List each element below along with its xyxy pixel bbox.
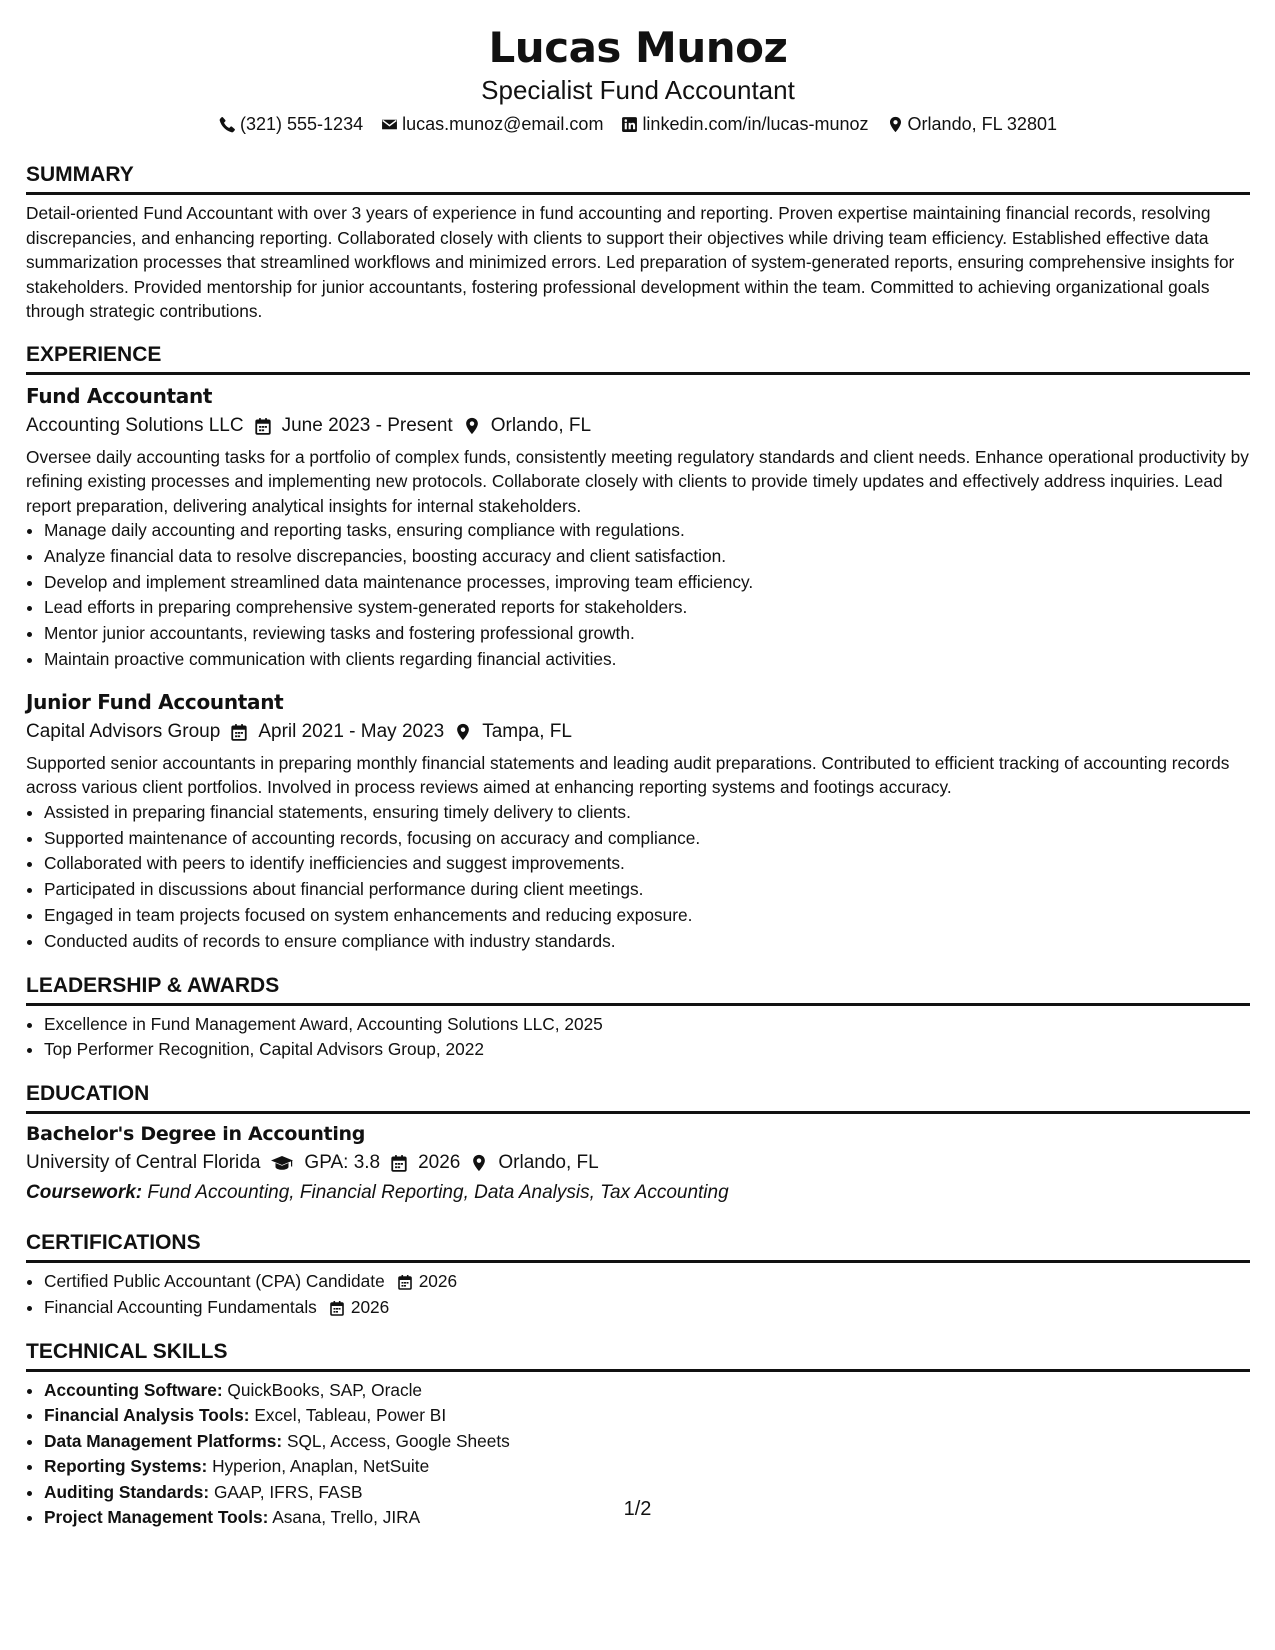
map-pin-icon <box>454 723 472 741</box>
list-item: • Excellence in Fund Management Award, Accounting Solutions LLC, 2025 <box>44 1012 1250 1038</box>
list-item: • Assisted in preparing financial statements, ensuring timely delivery to clients. <box>44 800 1250 826</box>
section-heading: CERTIFICATIONS <box>26 1228 1250 1263</box>
skill-value: QuickBooks, SAP, Oracle <box>227 1379 423 1400</box>
skill-label: Accounting Software: <box>44 1379 223 1400</box>
skill-value: Hyperion, Anaplan, NetSuite <box>212 1456 430 1477</box>
skill-label: Project Management Tools: <box>44 1507 269 1528</box>
section-heading: LEADERSHIP & AWARDS <box>26 971 1250 1006</box>
leadership-section <box>26 971 1250 1064</box>
company-name: Accounting Solutions LLC <box>26 414 244 436</box>
list-item: • Supported maintenance of accounting records, focusing on accuracy and compliance. <box>44 826 1250 852</box>
skill-label: Data Management Platforms: <box>44 1430 283 1451</box>
section-heading: TECHNICAL SKILLS <box>26 1337 1250 1372</box>
coursework <box>26 1178 1250 1208</box>
map-pin-icon <box>463 417 481 435</box>
summary-section <box>26 160 1250 324</box>
contact-location <box>887 110 1057 138</box>
skill-label: Reporting Systems: <box>44 1456 208 1477</box>
map-pin-icon <box>470 1154 488 1172</box>
job-bullets <box>26 800 1250 955</box>
degree-title: Bachelor's Degree in Accounting <box>26 1123 366 1146</box>
linkedin-icon <box>621 116 638 133</box>
company-name: Capital Advisors Group <box>26 720 221 742</box>
resume-page <box>26 22 1250 1531</box>
graduation-year: 2026 <box>418 1152 461 1174</box>
list-item: • Lead efforts in preparing comprehensive system-generated reports for stakeholders. <box>44 595 1250 621</box>
cert-name: • Financial Accounting Fundamentals <box>44 1296 317 1317</box>
list-item: • Maintain proactive communication with clients regarding financial activities. <box>44 647 1250 673</box>
job-entry <box>26 381 1250 673</box>
job-dates: June 2023 - Present <box>281 414 453 436</box>
job-title: Junior Fund Accountant <box>26 689 284 714</box>
education-location: Orlando, FL <box>498 1152 599 1174</box>
list-item: • Collaborated with peers to identify inefficiencies and suggest improvements. <box>44 851 1250 877</box>
calendar-icon <box>397 1274 413 1290</box>
job-location: Tampa, FL <box>482 720 572 742</box>
skill-label: Financial Analysis Tools: <box>44 1405 250 1426</box>
cert-year: 2026 <box>418 1271 458 1292</box>
education-meta <box>26 1148 1250 1178</box>
contact-linkedin[interactable] <box>621 110 868 138</box>
education-section <box>26 1079 1250 1208</box>
list-item: • Develop and implement streamlined data maintenance processes, improving team efficiency. <box>44 570 1250 596</box>
candidate-title: Specialist Fund Accountant <box>481 75 795 105</box>
calendar-icon <box>230 723 248 741</box>
calendar-icon <box>254 417 272 435</box>
graduation-cap-icon <box>270 1154 294 1172</box>
cert-year: 2026 <box>350 1296 390 1317</box>
section-heading: SUMMARY <box>26 160 1250 195</box>
page-number: 1/2 <box>623 1498 652 1520</box>
calendar-icon <box>390 1154 408 1172</box>
certifications-list <box>26 1269 1250 1321</box>
coursework-list: Fund Accounting, Financial Reporting, Data Analysis, Tax Accounting <box>147 1182 729 1204</box>
list-item: • Mentor junior accountants, reviewing tasks and fostering professional growth. <box>44 621 1250 647</box>
skill-value: SQL, Access, Google Sheets <box>286 1430 510 1451</box>
list-item <box>44 1295 1250 1321</box>
job-dates: April 2021 - May 2023 <box>258 720 445 742</box>
list-item: • Top Performer Recognition, Capital Advisors Group, 2022 <box>44 1037 1250 1063</box>
job-description: Oversee daily accounting tasks for a portfolio of complex funds, consistently meeting regulatory standards and client needs. Enhance operational productivity by refining existing processes and implementing new protocols. Collaborate closely with clients to provide timely updates and effectively address inquiries. Lead report preparation, delivering analytical insights for internal stakeholders. <box>26 446 1249 516</box>
skill-value: GAAP, IFRS, FASB <box>213 1481 363 1502</box>
contact-email[interactable] <box>381 110 603 138</box>
list-item: • Participated in discussions about financial performance during client meetings. <box>44 877 1250 903</box>
phone-icon <box>219 116 236 133</box>
skill-label: Auditing Standards: <box>44 1481 210 1502</box>
section-heading: EDUCATION <box>26 1079 1250 1114</box>
resume-header <box>26 22 1250 138</box>
location-text: Orlando, FL 32801 <box>907 114 1057 134</box>
awards-list <box>26 1012 1250 1064</box>
list-item <box>44 1378 1250 1404</box>
summary-text: Detail-oriented Fund Accountant with over 3 years of experience in fund accounting and reporting. Proven expertise maintaining financial records, resolving discrepancies, and enhancing reporting. Collaborated closely with clients to support their objectives while driving team efficiency. Established effective data summarization processes that streamlined workflows and minimized errors. Led preparation of system-generated reports, ensuring comprehensive insights for stakeholders. Provided mentorship for junior accountants, fostering professional development within the team. Committed to achieving organizational goals through strategic contributions. <box>26 203 1235 321</box>
map-pin-icon <box>887 116 904 133</box>
cert-name: • Certified Public Accountant (CPA) Candidate <box>44 1271 385 1292</box>
skill-value: Asana, Trello, JIRA <box>272 1507 421 1528</box>
envelope-icon <box>381 116 398 133</box>
certifications-section <box>26 1228 1250 1321</box>
coursework-label: Coursework: <box>26 1182 143 1204</box>
section-heading: EXPERIENCE <box>26 340 1250 375</box>
job-entry <box>26 687 1250 955</box>
job-meta <box>26 717 1250 747</box>
school-name: University of Central Florida <box>26 1152 261 1174</box>
job-meta <box>26 411 1250 441</box>
linkedin-text: linkedin.com/in/lucas-munoz <box>642 114 869 134</box>
phone-text: (321) 555-1234 <box>240 114 364 134</box>
calendar-icon <box>329 1300 345 1316</box>
job-bullets <box>26 518 1250 673</box>
job-description: Supported senior accountants in preparing monthly financial statements and leading audit preparations. Contributed to efficient tracking of accounting records across various client portfolios. Involved in process reviews aimed at enhancing reporting systems and footings accuracy. <box>26 752 1230 798</box>
job-location: Orlando, FL <box>490 414 592 436</box>
list-item <box>44 1429 1250 1455</box>
experience-section <box>26 340 1250 955</box>
job-title: Fund Accountant <box>26 383 213 408</box>
gpa-text: GPA: 3.8 <box>304 1152 381 1174</box>
email-text: lucas.munoz@email.com <box>402 114 604 134</box>
list-item: • Engaged in team projects focused on system enhancements and reducing exposure. <box>44 903 1250 929</box>
list-item <box>44 1269 1250 1295</box>
contact-phone[interactable] <box>219 110 363 138</box>
skill-value: Excel, Tableau, Power BI <box>254 1405 447 1426</box>
list-item: • Conducted audits of records to ensure compliance with industry standards. <box>44 929 1250 955</box>
list-item: • Analyze financial data to resolve discrepancies, boosting accuracy and client satisfaction. <box>44 544 1250 570</box>
list-item <box>44 1403 1250 1429</box>
list-item: • Manage daily accounting and reporting tasks, ensuring compliance with regulations. <box>44 518 1250 544</box>
list-item <box>44 1454 1250 1480</box>
candidate-name: Lucas Munoz <box>488 23 788 72</box>
contact-bar <box>26 110 1250 138</box>
